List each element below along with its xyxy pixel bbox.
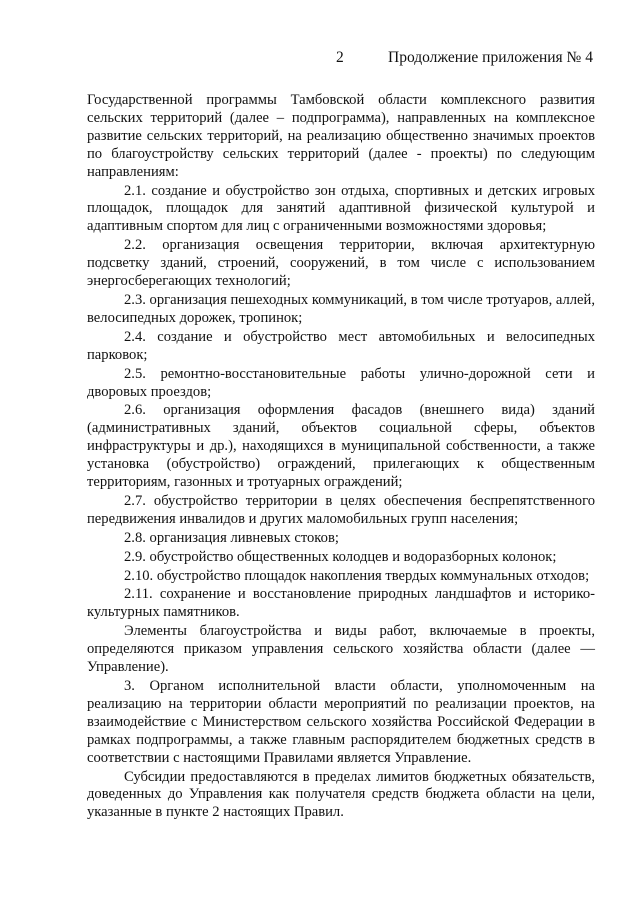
document-body — [87, 92, 595, 822]
paragraph-2-7: 2.7. обустройство территории в целях обеспечения беспрепятственного передвижения инвалидов и других маломобильных групп населения; — [87, 492, 595, 527]
paragraph-2-2: 2.2. организация освещения территории, включая архитектурную подсветку зданий, строений, сооружений, в том числе с использованием энергосберегающих технологий; — [87, 237, 595, 290]
paragraph-2-8: 2.8. организация ливневых стоков; — [124, 529, 339, 546]
paragraph-3: 3. Органом исполнительной власти области, уполномоченным на реализацию на территории области мероприятий по реализации проектов, на взаимодействие с Министерством сельского хозяйства Российской Федерации в рамках подпрограммы, а также главным распорядителем бюджетных средств в соответствии с настоящими Правилами является Управление. — [87, 678, 595, 766]
paragraph-subsidies: Субсидии предоставляются в пределах лимитов бюджетных обязательств, доведенных до Управления как получателя средств бюджета области на цели, указанные в пункте 2 настоящих Правил. — [87, 768, 595, 821]
appendix-continuation-title: Продолжение приложения № 4 — [388, 49, 593, 66]
paragraph-elements: Элементы благоустройства и виды работ, включаемые в проекты, определяются приказом управления сельского хозяйства области (далее — Управление). — [87, 623, 595, 676]
paragraph-2-1: 2.1. создание и обустройство зон отдыха, спортивных и детских игровых площадок, площадок для занятий адаптивной физической культурой и адаптивным спортом для лиц с ограниченными возможностями здоровья; — [87, 182, 595, 235]
paragraph-2-3: 2.3. организация пешеходных коммуникаций, в том числе тротуаров, аллей, велосипедных дорожек, тропинок; — [87, 291, 595, 326]
paragraph-2-10: 2.10. обустройство площадок накопления твердых коммунальных отходов; — [124, 567, 590, 584]
page-number: 2 — [336, 49, 344, 66]
paragraph-2-4: 2.4. создание и обустройство мест автомобильных и велосипедных парковок; — [87, 328, 595, 363]
paragraph-2-11: 2.11. сохранение и восстановление природных ландшафтов и историко-культурных памятников. — [87, 586, 595, 621]
paragraph-2-6: 2.6. организация оформления фасадов (внешнего вида) зданий (административных зданий, объектов социальной сферы, объектов инфраструктуры и др.), находящихся в муниципальной собственности, а также установка (обустройство) ограждений, прилегающих к общественным территориям, газонных и тротуарных ограждений; — [87, 402, 595, 491]
paragraph-intro: Государственной программы Тамбовской области комплексного развития сельских территорий (далее – подпрограмма), направленных на комплексное развитие сельских территорий, на реализацию общественно значимых проектов по благоустройству сельских территорий (далее - проекты) по следующим направлениям: — [87, 92, 595, 180]
paragraph-2-9: 2.9. обустройство общественных колодцев и водоразборных колонок; — [124, 548, 557, 565]
paragraph-2-5: 2.5. ремонтно-восстановительные работы улично-дорожной сети и дворовых проездов; — [87, 365, 595, 400]
